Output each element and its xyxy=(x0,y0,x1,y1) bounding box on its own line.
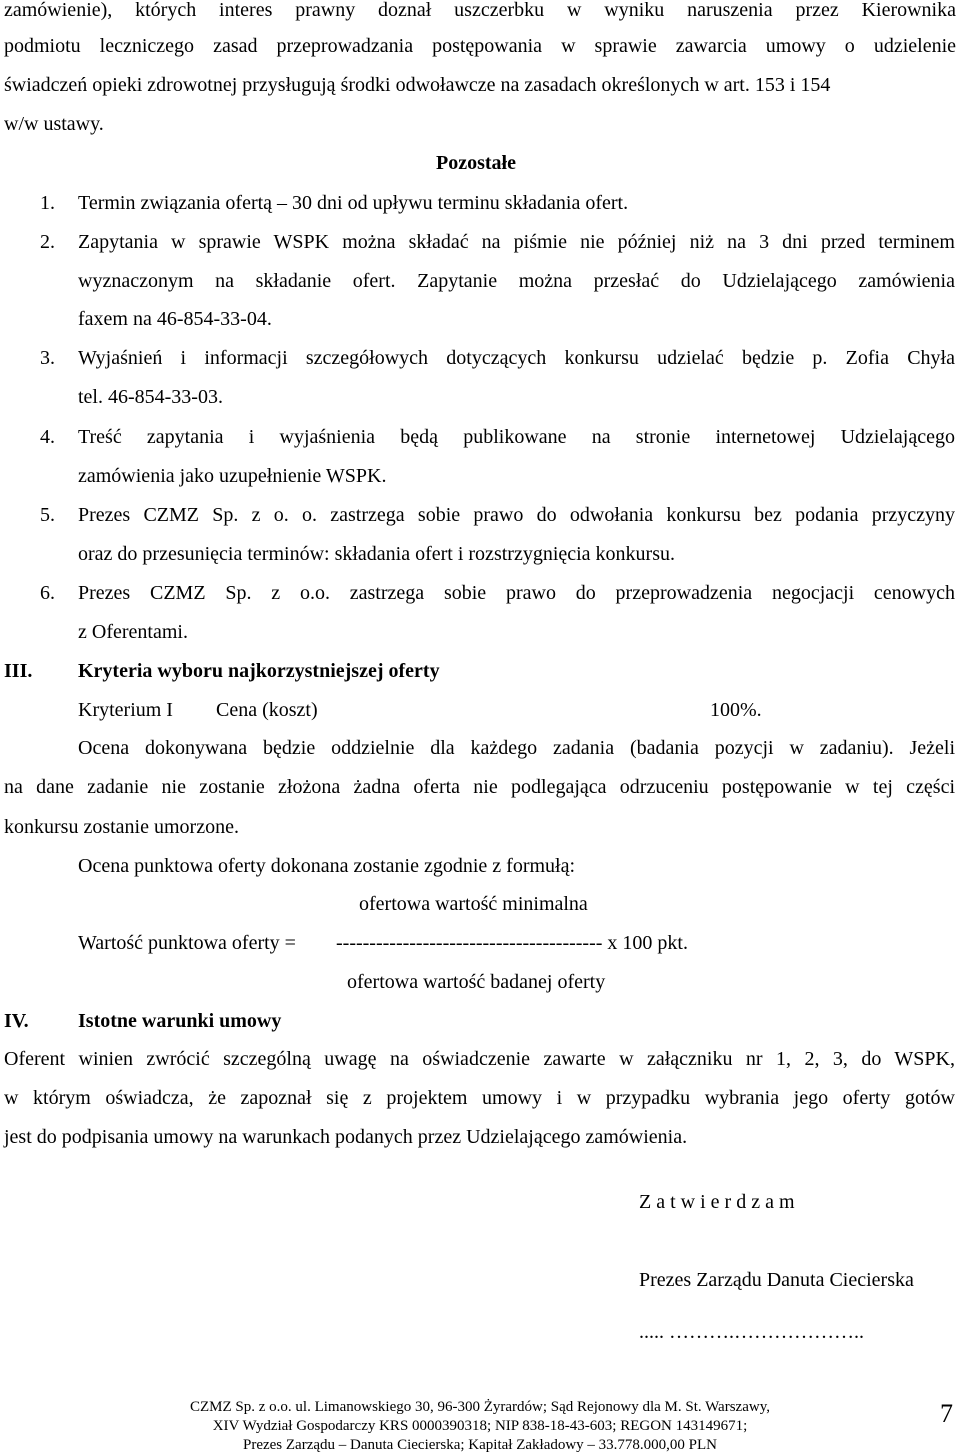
list-item-text: Prezes CZMZ Sp. z o.o. zastrzega sobie prawo do przeprowadzenia negocjacji cenowych xyxy=(78,582,955,604)
conditions-line-1: Oferent winien zwrócić szczególną uwagę na oświadczenie zawarte w załączniku nr 1, 2, 3, do WSPK, xyxy=(4,1048,955,1070)
criterion-weight: 100%. xyxy=(710,699,762,721)
list-item-number: 5. xyxy=(40,504,55,526)
list-item-text: Prezes CZMZ Sp. z o. o. zastrzega sobie prawo do odwołania konkursu bez podania przyczyny xyxy=(78,504,955,526)
evaluation-paragraph-line-3: konkursu zostanie umorzone. xyxy=(4,816,239,838)
evaluation-paragraph-line-2: na dane zadanie nie zostanie złożona żadna oferta nie podlegająca odrzuceniu postępowanie w tej części xyxy=(4,776,955,798)
intro-line-1: zamówienie), których interes prawny doznał uszczerbku w wyniku naruszenia przez Kierownika xyxy=(4,0,956,21)
list-item-number: 3. xyxy=(40,347,55,369)
formula-lhs: Wartość punktowa oferty = xyxy=(78,932,296,954)
list-item-text: zamówienia jako uzupełnienie WSPK. xyxy=(78,465,387,487)
footer-line-2: XIV Wydział Gospodarczy KRS 0000390318; NIP 838-18-43-603; REGON 143149671; xyxy=(212,1418,748,1434)
list-item-text: wyznaczonym na składanie ofert. Zapytanie można przesłać do Udzielającego zamówienia xyxy=(78,270,955,292)
list-item-number: 6. xyxy=(40,582,55,604)
footer-line-1: CZMZ Sp. z o.o. ul. Limanowskiego 30, 96-300 Żyrardów; Sąd Rejonowy dla M. St. Warszawy, xyxy=(190,1399,770,1415)
conditions-line-2: w którym oświadcza, że zapoznał się z projektem umowy i w przypadku wybrania jego oferty gotów xyxy=(4,1087,955,1109)
section-title-warunki: Istotne warunki umowy xyxy=(78,1010,282,1032)
formula-intro: Ocena punktowa oferty dokonana zostanie zgodnie z formułą: xyxy=(78,855,576,877)
list-item-text: faxem na 46-854-33-04. xyxy=(78,308,272,330)
formula-fraction-bar: ---------------------------------------- x 100 pkt. xyxy=(336,932,688,954)
list-item-number: 2. xyxy=(40,231,55,253)
list-item-number: 1. xyxy=(40,192,55,214)
section-heading-pozostale: Pozostałe xyxy=(436,152,516,174)
list-item-number: 4. xyxy=(40,426,55,448)
page-number: 7 xyxy=(940,1399,953,1428)
conditions-line-3: jest do podpisania umowy na warunkach podanych przez Udzielającego zamówienia. xyxy=(4,1126,688,1148)
signature-dots: ..... ……….……………….. xyxy=(639,1321,864,1343)
footer-line-3: Prezes Zarządu – Danuta Ciecierska; Kapitał Zakładowy – 33.778.000,00 PLN xyxy=(242,1437,718,1453)
list-item-text: tel. 46-854-33-03. xyxy=(78,386,223,408)
formula-denominator: ofertowa wartość badanej oferty xyxy=(347,971,606,993)
list-item-text: Wyjaśnień i informacji szczegółowych dotyczących konkursu udzielać będzie p. Zofia Chyła xyxy=(78,347,955,369)
list-item-text: Treść zapytania i wyjaśnienia będą publikowane na stronie internetowej Udzielającego xyxy=(78,426,955,448)
section-numeral-iv: IV. xyxy=(4,1010,29,1032)
criterion-name: Kryterium I xyxy=(78,699,173,721)
intro-line-2: podmiotu leczniczego zasad przeprowadzania postępowania w sprawie zawarcia umowy o udzielenie xyxy=(4,35,956,57)
formula-numerator: ofertowa wartość minimalna xyxy=(359,893,588,915)
section-numeral-iii: III. xyxy=(4,660,33,682)
approval-signer: Prezes Zarządu Danuta Ciecierska xyxy=(639,1269,914,1291)
list-item-text: oraz do przesunięcia terminów: składania ofert i rozstrzygnięcia konkursu. xyxy=(78,543,676,565)
list-item-text: Zapytania w sprawie WSPK można składać na piśmie nie później niż na 3 dni przed terminem xyxy=(78,231,955,253)
intro-line-3: świadczeń opieki zdrowotnej przysługują środki odwoławcze na zasadach określonych w art. 153 i 154 xyxy=(4,74,831,96)
evaluation-paragraph-line-1: Ocena dokonywana będzie oddzielnie dla każdego zadania (badania pozycji w zadaniu). Jeżeli xyxy=(78,737,955,759)
intro-line-4: w/w ustawy. xyxy=(4,113,104,135)
list-item-text: Termin związania ofertą – 30 dni od upływu terminu składania ofert. xyxy=(78,192,629,214)
section-title-kryteria: Kryteria wyboru najkorzystniejszej oferty xyxy=(78,660,440,682)
approval-label: Z a t w i e r d z a m xyxy=(639,1191,795,1213)
criterion-description: Cena (koszt) xyxy=(216,699,318,721)
list-item-text: z Oferentami. xyxy=(78,621,188,643)
